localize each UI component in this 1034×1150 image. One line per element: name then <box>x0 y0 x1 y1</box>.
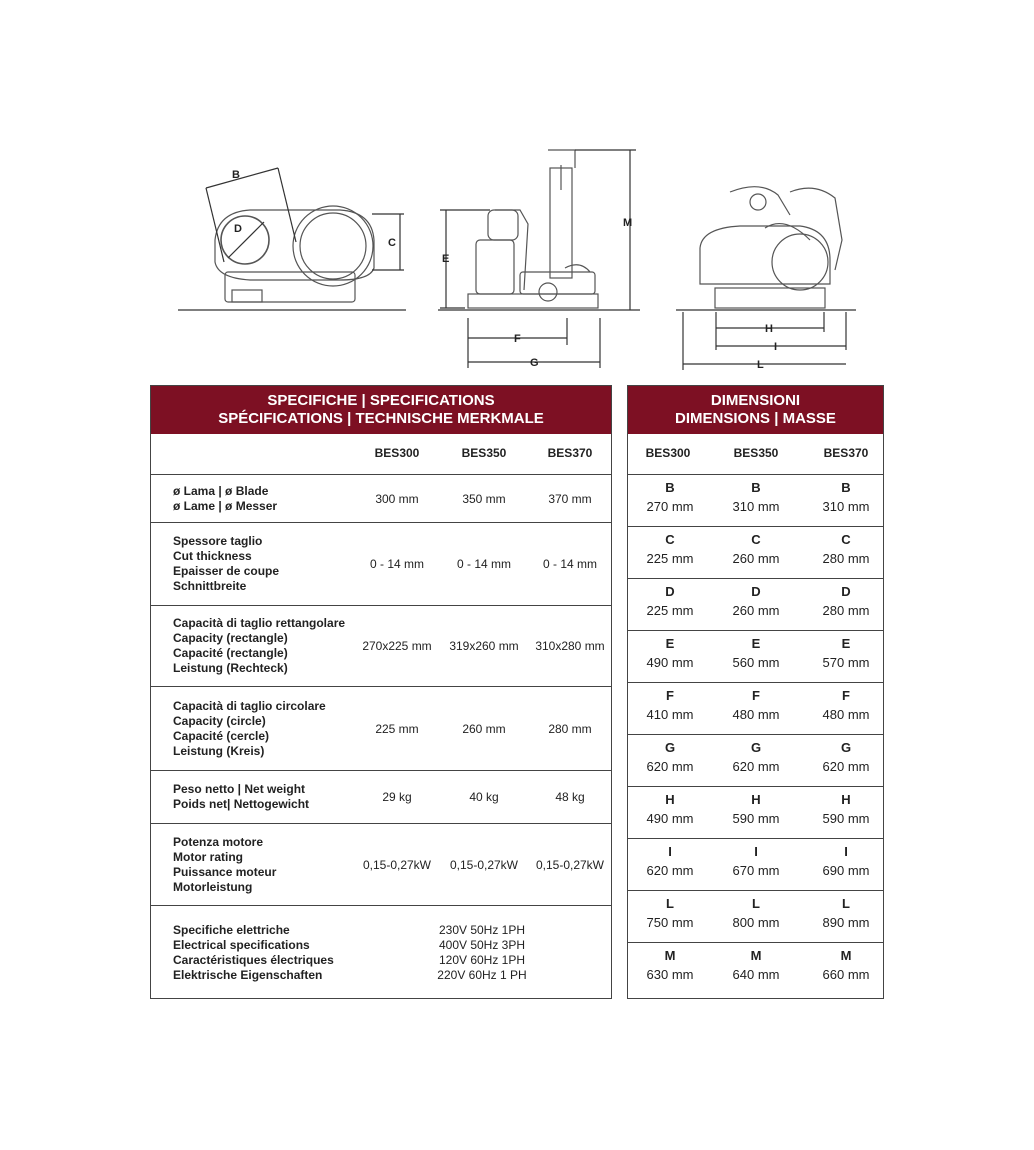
dimension-value: 750 mm <box>646 915 694 930</box>
drawing-side-view <box>438 150 640 368</box>
spec-label-line: Puissance moteur <box>173 864 277 879</box>
dimension-cell <box>628 687 712 725</box>
spec-value: 0 - 14 mm <box>542 557 597 571</box>
specifications-model-header <box>151 434 611 475</box>
dimension-cell <box>714 583 798 621</box>
spec-label-line: Electrical specifications <box>173 937 310 952</box>
dimension-cell <box>804 635 888 673</box>
dimension-letter: D <box>751 584 761 599</box>
dimension-cell <box>714 479 798 517</box>
spec-value: 350 mm <box>462 491 506 506</box>
dimension-letter: C <box>751 532 761 547</box>
spec-row-weight <box>151 771 611 824</box>
dim-label-l: L <box>757 359 764 371</box>
dimension-value: 270 mm <box>646 499 694 514</box>
spec-label-line: Potenza motore <box>173 834 264 849</box>
dimension-letter: B <box>751 480 761 495</box>
dimension-cell <box>804 583 888 621</box>
spec-value: 29 kg <box>382 790 412 804</box>
dim-label-g: G <box>530 357 539 369</box>
drawing-top-view <box>178 168 406 310</box>
dimension-cell <box>628 531 712 569</box>
spec-label-line: Motorleistung <box>173 879 253 894</box>
dimension-value: 690 mm <box>822 863 870 878</box>
spec-row-blade <box>151 475 611 523</box>
dimension-value: 225 mm <box>646 603 694 618</box>
spec-label-line: Schnittbreite <box>173 579 247 593</box>
dimension-cell <box>714 947 798 985</box>
dim-label-c: C <box>388 237 396 249</box>
dimension-letter: C <box>841 532 851 547</box>
dimensions-title-line2: DIMENSIONS | MASSE <box>675 410 836 427</box>
dimension-letter: L <box>842 896 850 911</box>
dimension-letter: E <box>841 636 851 651</box>
dimension-cell <box>628 739 712 777</box>
dimension-value: 620 mm <box>646 863 694 878</box>
dimension-value: 410 mm <box>646 707 694 722</box>
dimension-letter: B <box>665 480 675 495</box>
dimension-value: 590 mm <box>732 811 780 826</box>
model-header: BES370 <box>823 446 869 460</box>
dimension-letter: F <box>666 688 674 703</box>
spec-label <box>173 484 277 514</box>
spec-value: 0,15-0,27kW <box>535 857 605 872</box>
spec-label-line: Spessore taglio <box>173 534 263 548</box>
dimensions-table <box>627 385 884 999</box>
dimension-letter: H <box>841 792 851 807</box>
dimension-row <box>628 839 883 891</box>
spec-label-line: ø Lame | ø Messer <box>173 498 278 513</box>
dimension-letter: L <box>666 896 674 911</box>
dimension-cell <box>714 531 798 569</box>
dimension-row <box>628 943 883 995</box>
specifications-title-line2: SPÉCIFICATIONS | TECHNISCHE MERKMALE <box>218 410 544 427</box>
dimension-letter: H <box>665 792 675 807</box>
dimension-value: 225 mm <box>646 551 694 566</box>
dimension-value: 260 mm <box>732 551 780 566</box>
spec-label <box>173 782 309 812</box>
spec-value: 300 mm <box>375 491 419 506</box>
spec-label-line: Capacity (rectangle) <box>173 631 288 645</box>
spec-row-electrical <box>151 906 611 999</box>
dimension-cell <box>714 687 798 725</box>
technical-drawings <box>0 0 1034 380</box>
slicer-drawings-svg <box>0 0 1034 380</box>
dimensions-header <box>628 386 883 434</box>
dimension-cell <box>628 895 712 933</box>
dim-label-f: F <box>514 333 521 345</box>
dimension-value: 280 mm <box>822 603 870 618</box>
dimension-value: 630 mm <box>646 967 694 982</box>
dimension-letter: E <box>751 636 761 651</box>
dimension-value: 570 mm <box>822 655 870 670</box>
dimension-letter: G <box>664 740 676 755</box>
dimension-value: 590 mm <box>822 811 870 826</box>
dim-label-h: H <box>765 323 773 335</box>
spec-label-line: Poids net| Nettogewicht <box>173 797 310 811</box>
spec-value: 319x260 mm <box>449 639 519 653</box>
electrical-value: 120V 60Hz 1PH <box>438 952 526 967</box>
dimension-letter: G <box>750 740 762 755</box>
spec-label-line: Elektrische Eigenschaften <box>173 967 323 982</box>
dimension-cell <box>628 947 712 985</box>
dimension-letter: C <box>665 532 675 547</box>
electrical-value: 230V 50Hz 1PH <box>438 922 526 937</box>
dimension-value: 660 mm <box>822 967 870 982</box>
spec-label <box>173 616 345 676</box>
electrical-values <box>417 923 547 983</box>
specifications-title-line1: SPECIFICHE | SPECIFICATIONS <box>267 392 495 409</box>
spec-label <box>173 699 326 759</box>
dimension-cell <box>714 635 798 673</box>
spec-value: 48 kg <box>555 790 585 804</box>
dimension-cell <box>804 791 888 829</box>
dimension-letter: M <box>750 948 762 963</box>
spec-label-line: Leistung (Rechteck) <box>173 661 288 675</box>
dimension-letter: I <box>844 844 848 859</box>
spec-label <box>173 534 279 594</box>
spec-value: 0,15-0,27kW <box>449 857 519 872</box>
dimension-letter: D <box>841 584 851 599</box>
dimension-value: 310 mm <box>732 499 780 514</box>
dimension-value: 640 mm <box>732 967 780 982</box>
spec-label-line: Cut thickness <box>173 549 252 563</box>
dimension-value: 260 mm <box>732 603 780 618</box>
spec-value: 370 mm <box>548 491 592 506</box>
spec-label-line: ø Lama | ø Blade <box>173 483 269 498</box>
spec-value: 310x280 mm <box>535 639 605 653</box>
spec-label-line: Capacità di taglio rettangolare <box>173 616 346 630</box>
dimensions-rows <box>628 475 883 995</box>
dimension-row <box>628 787 883 839</box>
dimension-cell <box>714 895 798 933</box>
dimension-row <box>628 735 883 787</box>
dimension-value: 480 mm <box>822 707 870 722</box>
dimension-row <box>628 683 883 735</box>
spec-value: 40 kg <box>469 790 499 804</box>
dimension-value: 800 mm <box>732 915 780 930</box>
dim-label-d: D <box>234 223 242 235</box>
dimension-cell <box>714 739 798 777</box>
dimension-cell <box>804 843 888 881</box>
dim-label-b: B <box>232 169 240 181</box>
dimension-cell <box>628 479 712 517</box>
specifications-table <box>150 385 612 999</box>
dimension-cell <box>804 739 888 777</box>
dimension-value: 670 mm <box>732 863 780 878</box>
dimension-letter: I <box>668 844 672 859</box>
model-header: BES370 <box>547 446 593 460</box>
dimension-cell <box>804 531 888 569</box>
dimension-letter: F <box>842 688 850 703</box>
dimension-value: 620 mm <box>822 759 870 774</box>
electrical-value: 400V 50Hz 3PH <box>438 937 526 952</box>
model-header: BES350 <box>461 446 507 460</box>
dimension-cell <box>628 843 712 881</box>
dimension-row <box>628 631 883 683</box>
dimensions-model-header <box>628 434 883 475</box>
dimension-value: 280 mm <box>822 551 870 566</box>
dimension-value: 310 mm <box>822 499 870 514</box>
spec-label <box>173 923 334 983</box>
dimension-row <box>628 891 883 943</box>
spec-value: 260 mm <box>462 721 506 736</box>
dimension-letter: G <box>840 740 852 755</box>
dimension-value: 480 mm <box>732 707 780 722</box>
model-header: BES350 <box>733 446 779 460</box>
drawing-front-view <box>676 187 856 370</box>
dimension-cell <box>628 583 712 621</box>
spec-row-motor <box>151 824 611 906</box>
spec-value: 280 mm <box>548 721 592 736</box>
dimension-letter: H <box>751 792 761 807</box>
dim-label-i: I <box>774 341 778 353</box>
spec-label-line: Caractéristiques électriques <box>173 952 334 967</box>
spec-label-line: Capacité (cercle) <box>173 728 270 743</box>
spec-label-line: Motor rating <box>173 849 243 864</box>
spec-label-line: Capacity (circle) <box>173 713 266 728</box>
dimension-row <box>628 579 883 631</box>
dimension-letter: M <box>840 948 852 963</box>
dimension-letter: F <box>752 688 760 703</box>
dimension-cell <box>804 895 888 933</box>
dim-label-e: E <box>442 253 450 265</box>
spec-value: 0 - 14 mm <box>369 557 424 571</box>
specifications-header <box>151 386 611 434</box>
spec-label-line: Specifiche elettriche <box>173 922 290 937</box>
spec-label-line: Leistung (Kreis) <box>173 743 265 758</box>
dimension-cell <box>804 479 888 517</box>
dimension-cell <box>628 791 712 829</box>
dimension-letter: M <box>664 948 676 963</box>
dimension-row <box>628 475 883 527</box>
dimension-letter: L <box>752 896 760 911</box>
spec-value: 0 - 14 mm <box>456 557 511 571</box>
spec-row-cut-thickness <box>151 523 611 606</box>
spec-label-line: Epaisser de coupe <box>173 564 280 578</box>
spec-label <box>173 835 276 895</box>
dim-label-m: M <box>623 217 633 229</box>
dimension-letter: E <box>665 636 675 651</box>
dimension-value: 560 mm <box>732 655 780 670</box>
dimension-cell <box>628 635 712 673</box>
dimension-value: 620 mm <box>646 759 694 774</box>
spec-value: 0,15-0,27kW <box>362 857 432 872</box>
dimension-letter: I <box>754 844 758 859</box>
spec-value: 270x225 mm <box>362 639 432 653</box>
dimensions-title-line1: DIMENSIONI <box>710 392 801 409</box>
dimension-value: 620 mm <box>732 759 780 774</box>
dimension-cell <box>804 947 888 985</box>
dimension-cell <box>714 843 798 881</box>
dimension-value: 490 mm <box>646 811 694 826</box>
model-header: BES300 <box>645 446 691 460</box>
spec-label-line: Peso netto | Net weight <box>173 782 306 796</box>
dimension-letter: B <box>841 480 851 495</box>
spec-label-line: Capacité (rectangle) <box>173 646 288 660</box>
spec-row-rect-capacity <box>151 606 611 687</box>
spec-value: 225 mm <box>375 721 419 736</box>
dimension-cell <box>804 687 888 725</box>
dimension-row <box>628 527 883 579</box>
spec-row-circle-capacity <box>151 687 611 771</box>
dimension-value: 890 mm <box>822 915 870 930</box>
model-header: BES300 <box>374 446 420 460</box>
dimension-letter: D <box>665 584 675 599</box>
dimension-cell <box>714 791 798 829</box>
dimension-value: 490 mm <box>646 655 694 670</box>
electrical-value: 220V 60Hz 1 PH <box>437 967 527 982</box>
spec-label-line: Capacità di taglio circolare <box>173 698 326 713</box>
